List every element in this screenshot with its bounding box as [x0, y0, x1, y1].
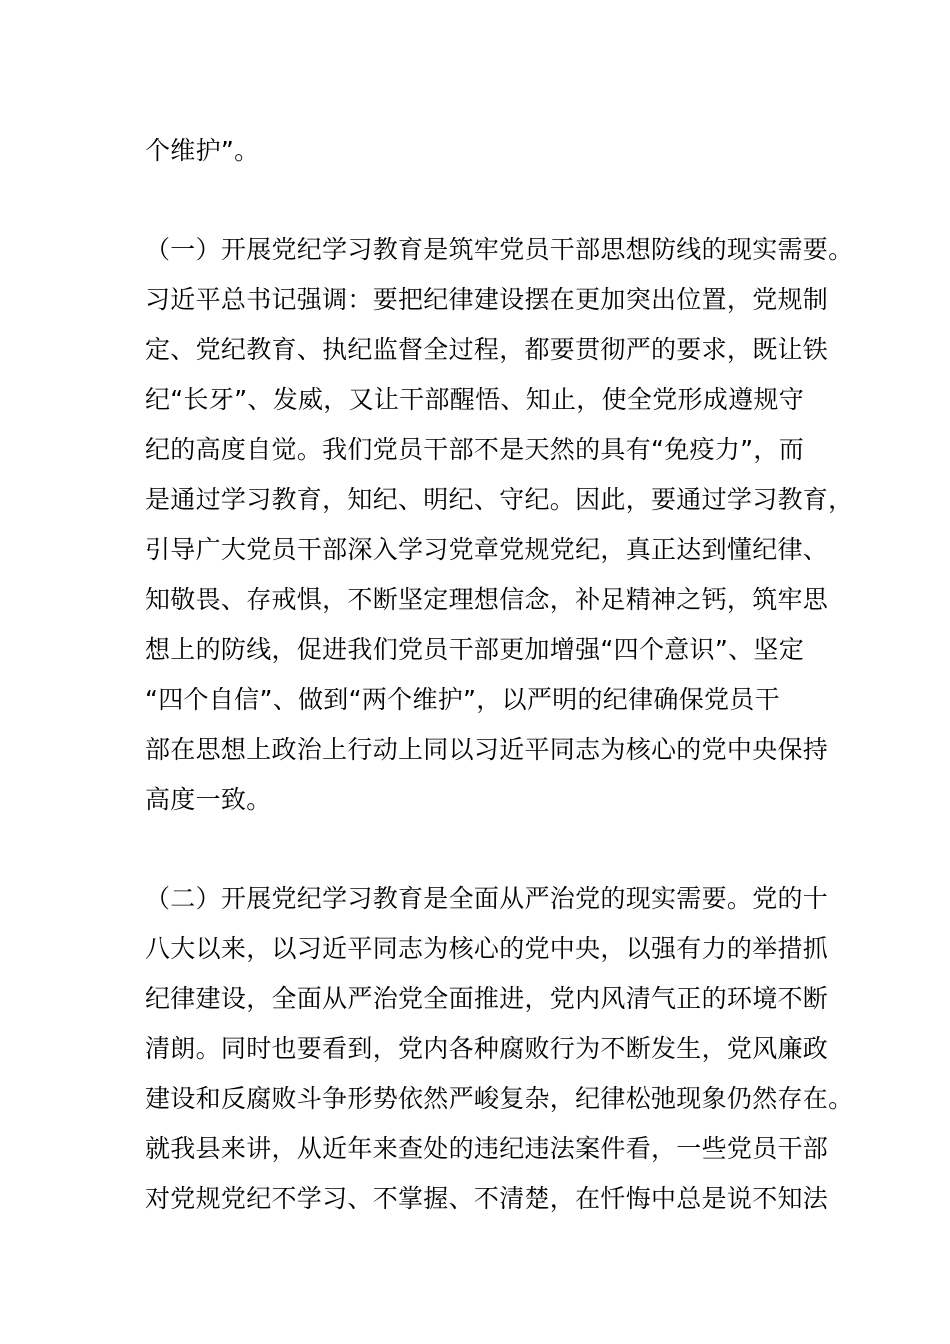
text-line: 知敬畏、存戒惧，不断坚定理想信念，补足精神之钙，筑牢思 — [145, 585, 829, 614]
section-heading-1: （一）开展党纪学习教育是筑牢党员干部思想防线的现实需要。 — [145, 235, 854, 264]
text-line: 纪的高度自觉。我们党员干部不是天然的具有“免疫力”，而 — [145, 435, 805, 464]
text-line: 八大以来，以习近平同志为核心的党中央，以强有力的举措抓 — [145, 934, 829, 963]
text-line: 习近平总书记强调：要把纪律建设摆在更加突出位置，党规制 — [145, 285, 829, 314]
text-line: 就我县来讲，从近年来查处的违纪违法案件看，一些党员干部 — [145, 1134, 829, 1163]
text-line: 纪“长牙”、发威，又让干部醒悟、知止，使全党形成遵规守 — [145, 385, 805, 414]
text-line: 想上的防线，促进我们党员干部更加增强“四个意识”、坚定 — [145, 635, 805, 664]
text-line: 建设和反腐败斗争形势依然严峻复杂，纪律松弛现象仍然存在。 — [145, 1084, 854, 1113]
text-line: 对党规党纪不学习、不掌握、不清楚，在忏悔中总是说不知法 — [145, 1184, 829, 1213]
section-heading-2: （二）开展党纪学习教育是全面从严治党的现实需要。党的十 — [145, 884, 829, 913]
text-line: 部在思想上政治上行动上同以习近平同志为核心的党中央保持 — [145, 735, 829, 764]
text-line: 是通过学习教育，知纪、明纪、守纪。因此，要通过学习教育， — [145, 485, 854, 514]
text-line: 清朗。同时也要看到，党内各种腐败行为不断发生，党风廉政 — [145, 1034, 829, 1063]
text-line: 高度一致。 — [145, 785, 272, 814]
text-line: “四个自信”、做到“两个维护”，以严明的纪律确保党员干 — [145, 685, 780, 714]
text-line: 定、党纪教育、执纪监督全过程，都要贯彻严的要求，既让铁 — [145, 335, 829, 364]
text-line: 纪律建设，全面从严治党全面推进，党内风清气正的环境不断 — [145, 984, 829, 1013]
text-line: 引导广大党员干部深入学习党章党规党纪，真正达到懂纪律、 — [145, 535, 829, 564]
text-line: 个维护”。 — [145, 136, 260, 165]
